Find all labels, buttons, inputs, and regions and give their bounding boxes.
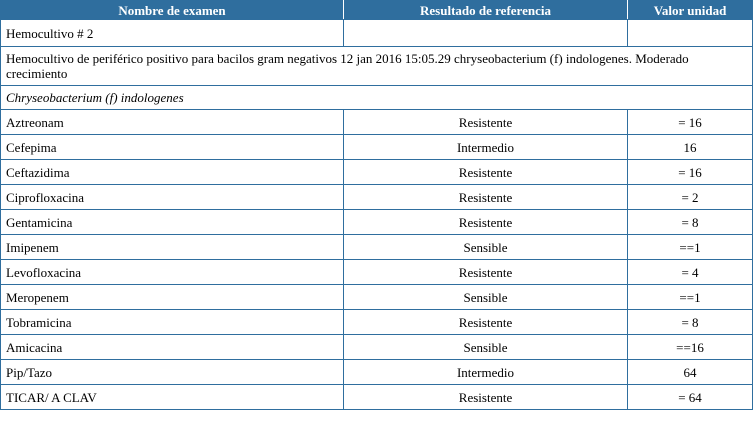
description-row [1,47,753,86]
table-header-row [1,1,753,20]
column-header-exam-name: Nombre de examen [1,1,344,20]
mic-value: ==16 [628,335,753,360]
susceptibility-result: Resistente [344,160,628,185]
antibiotic-name: Levofloxacina [1,260,344,285]
table-row [1,110,753,135]
table-row [1,260,753,285]
antibiotic-name: TICAR/ A CLAV [1,385,344,410]
table-row [1,285,753,310]
antibiotic-name: Meropenem [1,285,344,310]
antibiotic-name: Tobramicina [1,310,344,335]
empty-cell [344,20,628,47]
mic-value: ==1 [628,235,753,260]
table-row [1,160,753,185]
mic-value: = 16 [628,110,753,135]
susceptibility-result: Sensible [344,335,628,360]
antibiotic-name: Ciprofloxacina [1,185,344,210]
susceptibility-result: Sensible [344,235,628,260]
table-row [1,310,753,335]
empty-cell [628,20,753,47]
antibiotic-name: Pip/Tazo [1,360,344,385]
susceptibility-result: Resistente [344,110,628,135]
mic-value: = 8 [628,210,753,235]
table-row [1,135,753,160]
mic-value: = 16 [628,160,753,185]
antibiotic-name: Gentamicina [1,210,344,235]
antibiotic-name: Aztreonam [1,110,344,135]
test-title-row [1,20,753,47]
organism-row [1,86,753,110]
mic-value: 64 [628,360,753,385]
test-title: Hemocultivo # 2 [1,20,344,47]
table-row [1,210,753,235]
organism-name: Chryseobacterium (f) indologenes [1,86,753,110]
table-row [1,385,753,410]
susceptibility-result: Intermedio [344,360,628,385]
mic-value: = 4 [628,260,753,285]
table-row [1,335,753,360]
table-row [1,360,753,385]
susceptibility-result: Resistente [344,385,628,410]
susceptibility-result: Intermedio [344,135,628,160]
column-header-reference-result: Resultado de referencia [344,1,628,20]
antibiotic-name: Imipenem [1,235,344,260]
susceptibility-result: Resistente [344,260,628,285]
column-header-unit-value: Valor unidad [628,1,753,20]
susceptibility-result: Resistente [344,210,628,235]
mic-value: = 8 [628,310,753,335]
mic-value: = 2 [628,185,753,210]
table-row [1,185,753,210]
antibiotic-name: Cefepima [1,135,344,160]
susceptibility-result: Resistente [344,310,628,335]
table-row [1,235,753,260]
mic-value: = 64 [628,385,753,410]
susceptibility-result: Sensible [344,285,628,310]
antibiotic-name: Amicacina [1,335,344,360]
antibiotic-name: Ceftazidima [1,160,344,185]
susceptibility-result: Resistente [344,185,628,210]
mic-value: 16 [628,135,753,160]
test-description: Hemocultivo de periférico positivo para bacilos gram negativos 12 jan 2016 15:05.29 chryseobacterium (f) indologenes. Moderado crecimiento [1,47,753,86]
mic-value: ==1 [628,285,753,310]
